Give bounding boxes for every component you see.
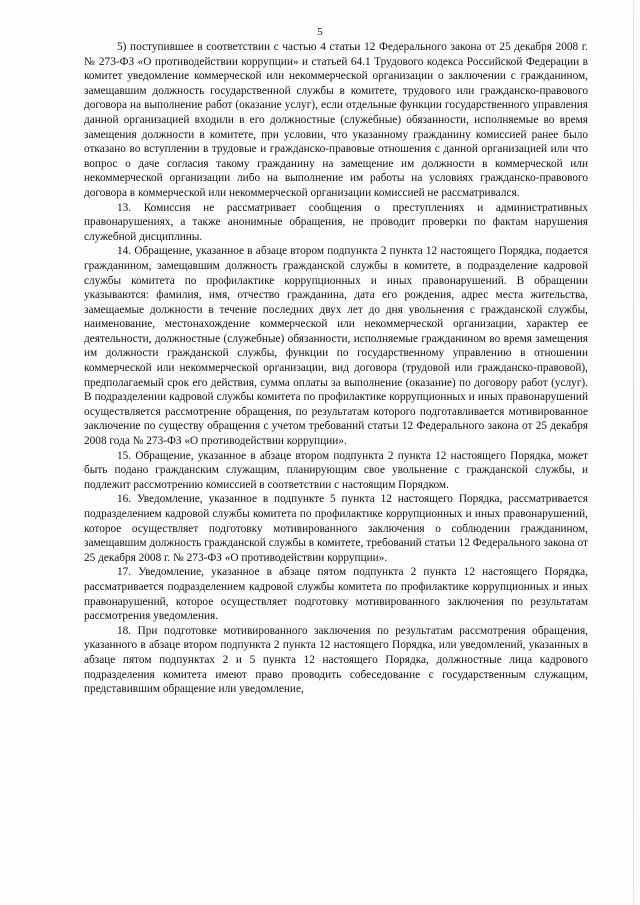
paragraph-13: 13. Комиссия не рассматривает сообщения о преступлениях и административных правонарушениях, а также анонимные обращения, не проводит проверки по фактам нарушения служебной дисциплины.	[84, 201, 588, 243]
paragraph-5-item: 5) поступившее в соответствии с частью 4 статьи 12 Федерального закона от 25 декабря 2008 г. № 273-ФЗ «О противодействии коррупции» и статьей 64.1 Трудового кодекса Российской Федерации в комитет уведомление коммерческой или некоммерческой организации о заключении с гражданином, замещавшим должность государственной службы в комитете, трудового или гражданско-правового договора на выполнение работ (оказание услуг), если отдельные функции государственного управления данной организацией входили в его должностные (служебные) обязанности, исполняемые во время замещения должности в комитете, при условии, что указанному гражданину комиссией ранее было отказано во вступлении в трудовые и гражданско-правовые отношения с данной организацией или что вопрос о даче согласия такому гражданину на замещение им должности в коммерческой или некоммерческой организации либо на выполнение им работы на условиях гражданско-правового договора в коммерческой или некоммерческой организации комиссией не рассматривался.	[84, 41, 588, 199]
paragraph-16: 16. Уведомление, указанное в подпункте 5 пункта 12 настоящего Порядка, рассматривается подразделением кадровой службы комитета по профилактике коррупционных и иных правонарушений, которое осуществляет подготовку мотивированного заключения о соблюдении гражданином, замещавшим должность гражданской службы в комитете, требований статьи 12 Федерального закона от 25 декабря 2008 г. № 273-ФЗ «О противодействии коррупции».	[84, 493, 588, 564]
page-number: 5	[317, 26, 323, 38]
paragraph-15: 15. Обращение, указанное в абзаце втором подпункта 2 пункта 12 настоящего Порядка, может быть подано гражданским служащим, планирующим свое увольнение с гражданской службы, и подлежит рассмотрению комиссией в соответствии с настоящим Порядком.	[84, 449, 588, 491]
paragraph-18: 18. При подготовке мотивированного заключения по результатам рассмотрения обращения, указанного в абзаце втором подпункта 2 пункта 12 настоящего Порядка, или уведомлений, указанных в абзаце пятом подпунктах 2 и 5 пункта 12 настоящего Порядка, должностные лица кадрового подразделения комитета имеют право проводить собеседование с государственным служащим, представившим обращение или уведомление,	[84, 624, 588, 696]
document-body	[84, 40, 588, 697]
paragraph-17: 17. Уведомление, указанное в абзаце пятом подпункта 2 пункта 12 настоящего Порядка, рассматривается подразделением кадровой службы комитета по профилактике коррупционных и иных правонарушений, которое осуществляет подготовку мотивированного заключения по результатам рассмотрения уведомления.	[84, 566, 588, 623]
paragraph-14: 14. Обращение, указанное в абзаце втором подпункта 2 пункта 12 настоящего Порядка, подается гражданином, замещавшим должность гражданской службы в комитете, в подразделение кадровой службы комитета по профилактике коррупционных и иных правонарушений. В обращении указываются: фамилия, имя, отчество гражданина, дата его рождения, адрес места жительства, замещаемые должности в течение последних двух лет до дня увольнения с гражданской службы, наименование, местонахождение коммерческой или некоммерческой организации, характер ее деятельности, должностные (служебные) обязанности, исполняемые гражданином во время замещения им должности гражданской службы, функции по государственному управлению в отношении коммерческой или некоммерческой организации, вид договора (трудовой или гражданско-правовой), предполагаемый срок его действия, сумма оплаты за выполнение (оказание) по договору работ (услуг). В подразделении кадровой службы комитета по профилактике коррупционных и иных правонарушений осуществляется рассмотрение обращения, по результатам которого подготавливается мотивированное заключение по существу обращения с учетом требований статьи 12 Федерального закона от 25 декабря 2008 года № 273-ФЗ «О противодействии коррупции».	[84, 245, 588, 448]
scan-edge-line	[633, 0, 634, 905]
